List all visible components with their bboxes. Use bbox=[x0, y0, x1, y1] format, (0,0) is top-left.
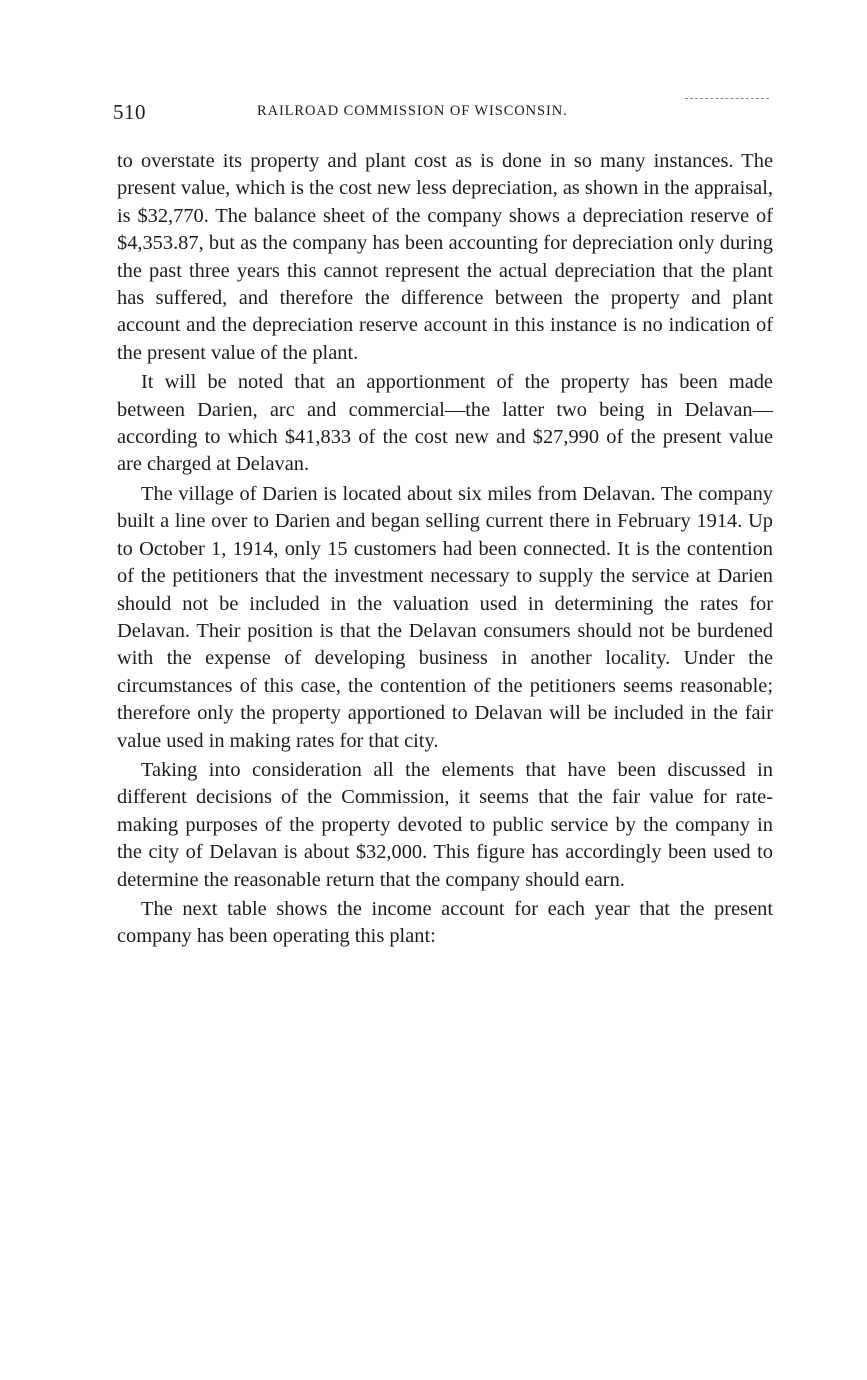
running-header bbox=[113, 98, 773, 128]
paragraph-income-account: The next table shows the income account for each year that the present company has been operating this plant: bbox=[117, 897, 773, 948]
page-number: 510 bbox=[113, 100, 146, 124]
paragraph-apportionment: It will be noted that an apportionment of the property has been made between Darien, arc and commercial—the latter two being in Delavan—according to which $41,833 of the cost new and $27,990 of the present value are charged at Delavan. bbox=[117, 371, 773, 476]
body-text bbox=[117, 148, 773, 951]
header-rule bbox=[685, 98, 769, 99]
paragraph-continued: to overstate its property and plant cost as is done in so many instances. The present value, which is the cost new less depreciation, as shown in the appraisal, is $32,770. The balance sheet of the company shows a depreciation reserve of $4,353.87, but as the company has been accounting for depreciation only during the past three years this cannot represent the actual depreciation that the plant has suffered, and therefore the difference between the property and plant account and the depreciation reserve account in this instance is no indication of the present value of the plant. bbox=[117, 150, 773, 364]
paragraph-fair-value: Taking into consideration all the elements that have been discussed in different decisions of the Commission, it seems that the fair value for rate-making purposes of the property devoted to public service by the company in the city of Delavan is about $32,000. This figure has accordingly been used to determine the reasonable return that the company should earn. bbox=[117, 758, 773, 891]
paragraph-darien: The village of Darien is located about six miles from Delavan. The company built a line over to Darien and began selling current there in February 1914. Up to October 1, 1914, only 15 customers had been connected. It is the contention of the petitioners that the investment necessary to supply the service at Darien should not be included in the valuation used in determining the rates for Delavan. Their position is that the Delavan consumers should not be burdened with the expense of developing business in another locality. Under the circumstances of this case, the contention of the petitioners seems reasonable; therefore only the property apportioned to Delavan will be included in the fair value used in making rates for that city. bbox=[117, 482, 773, 752]
running-title: RAILROAD COMMISSION OF WISCONSIN. bbox=[257, 103, 568, 119]
